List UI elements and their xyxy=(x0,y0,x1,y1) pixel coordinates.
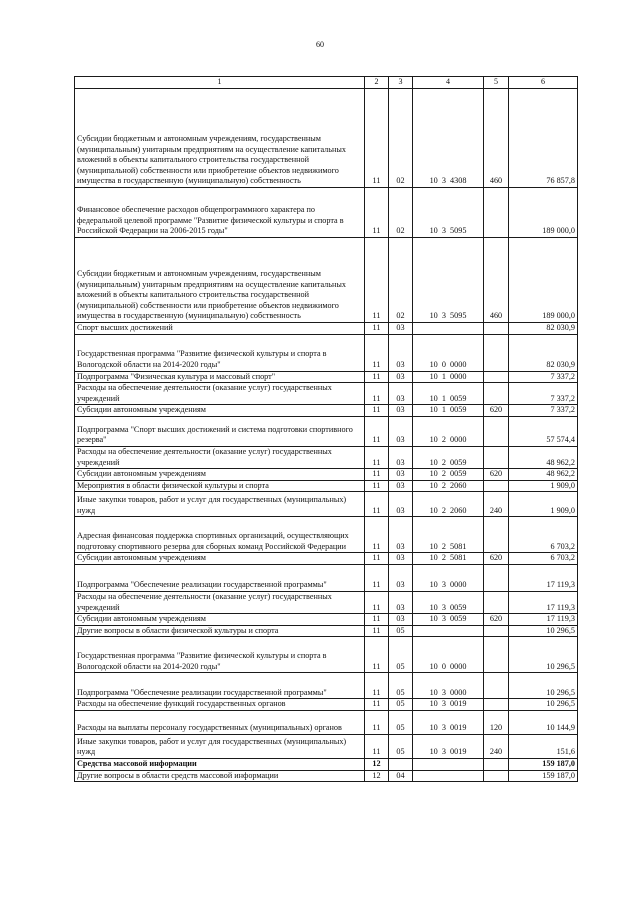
row-amount: 7 337,2 xyxy=(509,371,578,383)
row-section: 11 xyxy=(365,699,389,711)
row-amount: 6 703,2 xyxy=(509,517,578,553)
row-section: 11 xyxy=(365,89,389,188)
row-name: Другие вопросы в области средств массовой информации xyxy=(75,770,365,782)
row-expense-type xyxy=(484,323,509,335)
row-name: Расходы на обеспечение деятельности (оказание услуг) государственных учреждений xyxy=(75,383,365,405)
table-row xyxy=(75,492,578,517)
row-name: Расходы на выплаты персоналу государственных (муниципальных) органов xyxy=(75,710,365,734)
row-expense-type: 460 xyxy=(484,89,509,188)
row-expense-type: 120 xyxy=(484,710,509,734)
table-row xyxy=(75,405,578,417)
row-subsection: 05 xyxy=(389,673,413,699)
row-name: Мероприятия в области физической культуры и спорта xyxy=(75,480,365,492)
row-expense-type xyxy=(484,371,509,383)
table-row xyxy=(75,564,578,591)
row-name: Субсидии автономным учреждениям xyxy=(75,469,365,481)
table-row xyxy=(75,371,578,383)
row-expense-type xyxy=(484,637,509,673)
row-expense-type xyxy=(484,673,509,699)
row-subsection: 03 xyxy=(389,480,413,492)
row-expense-type xyxy=(484,334,509,371)
row-section: 11 xyxy=(365,637,389,673)
row-target-article xyxy=(413,625,484,637)
row-expense-type xyxy=(484,591,509,613)
row-section: 11 xyxy=(365,383,389,405)
row-subsection: 03 xyxy=(389,553,413,565)
row-target-article: 10 3 0019 xyxy=(413,699,484,711)
row-subsection: 05 xyxy=(389,637,413,673)
row-name: Другие вопросы в области физической культуры и спорта xyxy=(75,625,365,637)
row-name: Подпрограмма "Спорт высших достижений и система подготовки спортивного резерва" xyxy=(75,416,365,446)
row-section: 12 xyxy=(365,770,389,782)
row-target-article: 10 2 0059 xyxy=(413,446,484,468)
row-amount: 17 119,3 xyxy=(509,591,578,613)
row-target-article: 10 3 0059 xyxy=(413,591,484,613)
row-amount: 17 119,3 xyxy=(509,614,578,626)
row-section: 11 xyxy=(365,469,389,481)
row-amount: 10 144,9 xyxy=(509,710,578,734)
column-header-expense-type: 5 xyxy=(484,77,509,89)
row-section: 11 xyxy=(365,564,389,591)
table-row xyxy=(75,480,578,492)
row-amount: 159 187,0 xyxy=(509,770,578,782)
table-row xyxy=(75,446,578,468)
row-expense-type xyxy=(484,517,509,553)
table-row xyxy=(75,383,578,405)
row-subsection: 03 xyxy=(389,469,413,481)
row-subsection: 04 xyxy=(389,770,413,782)
row-amount: 82 030,9 xyxy=(509,323,578,335)
row-target-article: 10 3 0019 xyxy=(413,734,484,758)
column-header-name: 1 xyxy=(75,77,365,89)
row-section: 11 xyxy=(365,188,389,238)
row-amount: 7 337,2 xyxy=(509,405,578,417)
row-subsection: 03 xyxy=(389,383,413,405)
row-amount: 10 296,5 xyxy=(509,673,578,699)
row-target-article: 10 0 0000 xyxy=(413,334,484,371)
row-subsection: 05 xyxy=(389,625,413,637)
row-name: Спорт высших достижений xyxy=(75,323,365,335)
row-expense-type xyxy=(484,770,509,782)
row-subsection: 03 xyxy=(389,323,413,335)
row-amount: 1 909,0 xyxy=(509,492,578,517)
row-amount: 10 296,5 xyxy=(509,625,578,637)
row-target-article: 10 3 5095 xyxy=(413,188,484,238)
row-target-article: 10 1 0059 xyxy=(413,405,484,417)
row-expense-type xyxy=(484,564,509,591)
row-target-article xyxy=(413,770,484,782)
row-subsection: 02 xyxy=(389,89,413,188)
row-name: Субсидии автономным учреждениям xyxy=(75,553,365,565)
row-target-article: 10 2 0000 xyxy=(413,416,484,446)
row-section: 11 xyxy=(365,334,389,371)
row-subsection: 03 xyxy=(389,405,413,417)
row-subsection: 05 xyxy=(389,699,413,711)
row-expense-type xyxy=(484,625,509,637)
table-row xyxy=(75,625,578,637)
row-section: 11 xyxy=(365,591,389,613)
column-header-section: 2 xyxy=(365,77,389,89)
row-name: Расходы на обеспечение деятельности (оказание услуг) государственных учреждений xyxy=(75,591,365,613)
row-subsection: 03 xyxy=(389,371,413,383)
row-amount: 189 000,0 xyxy=(509,188,578,238)
row-name: Расходы на обеспечение деятельности (оказание услуг) государственных учреждений xyxy=(75,446,365,468)
row-amount: 10 296,5 xyxy=(509,637,578,673)
row-amount: 189 000,0 xyxy=(509,238,578,323)
row-name: Иные закупки товаров, работ и услуг для государственных (муниципальных) нужд xyxy=(75,492,365,517)
row-target-article xyxy=(413,323,484,335)
row-target-article: 10 2 5081 xyxy=(413,553,484,565)
row-subsection: 03 xyxy=(389,334,413,371)
row-expense-type xyxy=(484,699,509,711)
row-expense-type: 240 xyxy=(484,492,509,517)
row-name: Государственная программа "Развитие физической культуры и спорта в Вологодской области на 2014-2020 годы" xyxy=(75,637,365,673)
row-name: Расходы на обеспечение функций государственных органов xyxy=(75,699,365,711)
row-amount: 48 962,2 xyxy=(509,469,578,481)
row-subsection xyxy=(389,758,413,770)
row-target-article: 10 3 4308 xyxy=(413,89,484,188)
row-expense-type: 240 xyxy=(484,734,509,758)
table-row xyxy=(75,323,578,335)
table-row xyxy=(75,553,578,565)
row-target-article: 10 1 0059 xyxy=(413,383,484,405)
row-expense-type xyxy=(484,446,509,468)
row-target-article: 10 3 0059 xyxy=(413,614,484,626)
row-expense-type xyxy=(484,383,509,405)
row-expense-type: 620 xyxy=(484,469,509,481)
row-target-article: 10 2 0059 xyxy=(413,469,484,481)
table-row xyxy=(75,699,578,711)
table-row xyxy=(75,188,578,238)
row-section: 11 xyxy=(365,734,389,758)
row-name: Подпрограмма "Обеспечение реализации государственной программы" xyxy=(75,673,365,699)
row-section: 11 xyxy=(365,553,389,565)
row-expense-type xyxy=(484,416,509,446)
row-section: 11 xyxy=(365,625,389,637)
row-subsection: 02 xyxy=(389,188,413,238)
row-section: 11 xyxy=(365,238,389,323)
table-row xyxy=(75,591,578,613)
row-section: 11 xyxy=(365,673,389,699)
row-amount: 76 857,8 xyxy=(509,89,578,188)
row-target-article: 10 3 5095 xyxy=(413,238,484,323)
table-header-row xyxy=(75,77,578,89)
row-name: Субсидии автономным учреждениям xyxy=(75,614,365,626)
row-amount: 7 337,2 xyxy=(509,383,578,405)
table-row xyxy=(75,710,578,734)
row-section: 11 xyxy=(365,323,389,335)
row-expense-type xyxy=(484,758,509,770)
row-amount: 57 574,4 xyxy=(509,416,578,446)
row-expense-type xyxy=(484,480,509,492)
row-target-article: 10 3 0019 xyxy=(413,710,484,734)
row-section: 11 xyxy=(365,371,389,383)
row-amount: 10 296,5 xyxy=(509,699,578,711)
row-subsection: 03 xyxy=(389,416,413,446)
table-row xyxy=(75,734,578,758)
page-number: 60 xyxy=(316,40,324,49)
row-amount: 1 909,0 xyxy=(509,480,578,492)
table-row xyxy=(75,770,578,782)
row-target-article xyxy=(413,758,484,770)
row-target-article: 10 3 0000 xyxy=(413,564,484,591)
row-expense-type: 620 xyxy=(484,553,509,565)
row-target-article: 10 0 0000 xyxy=(413,637,484,673)
table-row xyxy=(75,758,578,770)
row-expense-type: 460 xyxy=(484,238,509,323)
row-name: Субсидии автономным учреждениям xyxy=(75,405,365,417)
row-name: Субсидии бюджетным и автономным учреждениям, государственным (муниципальным) унитарным предприятиям на осуществление капитальных вложений в объекты капитального строительства государственной (муниципальной) собственности или приобретение объектов недвижимого имущества в государственную (муниципальную) собственность xyxy=(75,89,365,188)
row-name: Адресная финансовая поддержка спортивных организаций, осуществляющих подготовку спортивного резерва для сборных команд Российской Федерации xyxy=(75,517,365,553)
row-amount: 82 030,9 xyxy=(509,334,578,371)
row-target-article: 10 2 2060 xyxy=(413,492,484,517)
row-amount: 6 703,2 xyxy=(509,553,578,565)
column-header-target-article: 4 xyxy=(413,77,484,89)
row-name: Подпрограмма "Обеспечение реализации государственной программы" xyxy=(75,564,365,591)
row-section: 12 xyxy=(365,758,389,770)
row-section: 11 xyxy=(365,517,389,553)
row-expense-type xyxy=(484,188,509,238)
row-subsection: 02 xyxy=(389,238,413,323)
table-row xyxy=(75,637,578,673)
row-section: 11 xyxy=(365,480,389,492)
row-subsection: 03 xyxy=(389,591,413,613)
table-row xyxy=(75,517,578,553)
row-amount: 151,6 xyxy=(509,734,578,758)
table-row xyxy=(75,469,578,481)
column-header-subsection: 3 xyxy=(389,77,413,89)
row-section: 11 xyxy=(365,446,389,468)
table-row xyxy=(75,614,578,626)
row-subsection: 03 xyxy=(389,492,413,517)
row-section: 11 xyxy=(365,614,389,626)
row-subsection: 03 xyxy=(389,446,413,468)
row-name: Государственная программа "Развитие физической культуры и спорта в Вологодской области на 2014-2020 годы" xyxy=(75,334,365,371)
row-expense-type: 620 xyxy=(484,614,509,626)
table-row xyxy=(75,238,578,323)
column-header-amount: 6 xyxy=(509,77,578,89)
row-target-article: 10 3 0000 xyxy=(413,673,484,699)
row-amount: 159 187,0 xyxy=(509,758,578,770)
row-subsection: 05 xyxy=(389,734,413,758)
table-row xyxy=(75,334,578,371)
budget-table xyxy=(74,76,578,782)
row-subsection: 03 xyxy=(389,614,413,626)
row-name: Средства массовой информации xyxy=(75,758,365,770)
row-name: Субсидии бюджетным и автономным учреждениям, государственным (муниципальным) унитарным предприятиям на осуществление капитальных вложений в объекты капитального строительства государственной (муниципальной) собственности или приобретение объектов недвижимого имущества в государственную (муниципальную) собственность xyxy=(75,238,365,323)
row-target-article: 10 2 2060 xyxy=(413,480,484,492)
row-name: Финансовое обеспечение расходов общепрограммного характера по федеральной целевой программе "Развитие физической культуры и спорта в Российской Федерации на 2006-2015 годы" xyxy=(75,188,365,238)
row-target-article: 10 2 5081 xyxy=(413,517,484,553)
row-expense-type: 620 xyxy=(484,405,509,417)
row-name: Подпрограмма "Физическая культура и массовый спорт" xyxy=(75,371,365,383)
row-subsection: 05 xyxy=(389,710,413,734)
row-section: 11 xyxy=(365,405,389,417)
row-subsection: 03 xyxy=(389,517,413,553)
row-section: 11 xyxy=(365,416,389,446)
row-section: 11 xyxy=(365,492,389,517)
table-row xyxy=(75,673,578,699)
row-subsection: 03 xyxy=(389,564,413,591)
row-amount: 48 962,2 xyxy=(509,446,578,468)
row-amount: 17 119,3 xyxy=(509,564,578,591)
row-target-article: 10 1 0000 xyxy=(413,371,484,383)
row-name: Иные закупки товаров, работ и услуг для государственных (муниципальных) нужд xyxy=(75,734,365,758)
table-row xyxy=(75,89,578,188)
row-section: 11 xyxy=(365,710,389,734)
table-row xyxy=(75,416,578,446)
